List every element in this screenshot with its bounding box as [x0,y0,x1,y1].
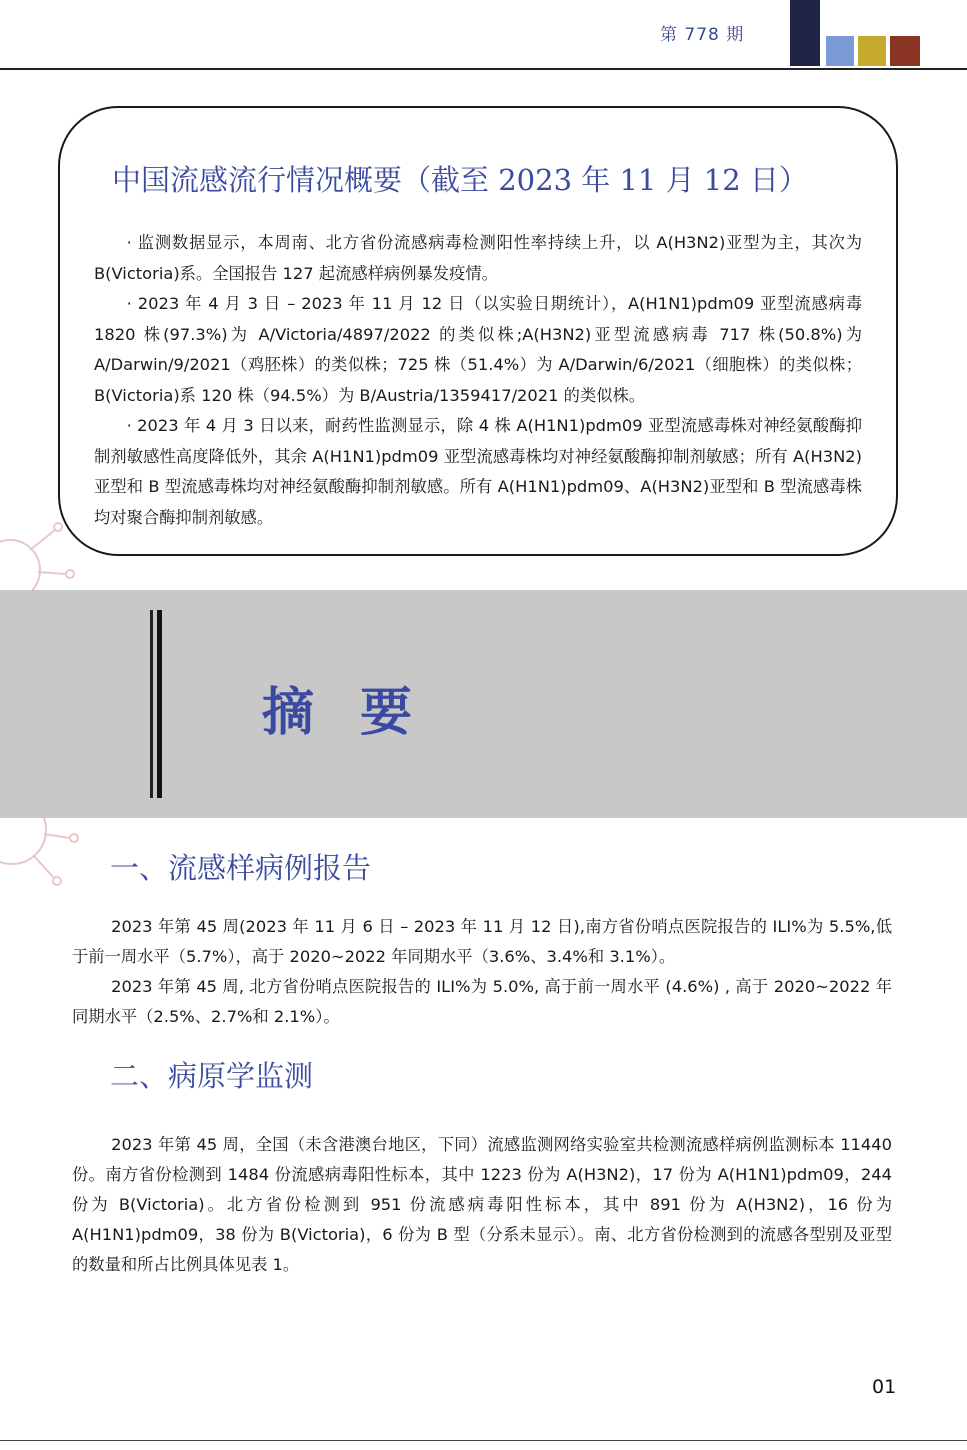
summary-text [94,228,862,533]
summary-paragraph: · 2023 年 4 月 3 日 – 2023 年 11 月 12 日（以实验日期统计），A(H1N1)pdm09 亚型流感病毒 1820 株(97.3%)为 A/Victoria/4897/2022 的类似株;A(H3N2)亚型流感病毒 717 株(50.8%)为 A/Darwin/9/2021（鸡胚株）的类似株；725 株（51.4%）为 A/Darwin/6/2021（细胞株）的类似株；B(Victoria)系 120 株（94.5%）为 B/Austria/1359417/2021 的类似株。 [94,294,862,405]
issue-label: 第 778 期 [660,25,745,45]
footer-rule [0,1440,967,1441]
body-paragraph: 2023 年第 45 周，全国（未含港澳台地区，下同）流感监测网络实验室共检测流感样病例监测标本 11440 份。南方省份检测到 1484 份流感病毒阳性标本，其中 1223 份为 A(H3N2)，17 份为 A(H1N1)pdm09，244 份为 B(Victoria)。北方省份检测到 951 份流感病毒阳性标本，其中 891 份为 A(H3N2)，16 份为 A(H1N1)pdm09，38 份为 B(Victoria)，6 份为 B 型（分系未显示）。南、北方省份检测到的流感各型别及亚型的数量和所占比例具体见表 1。 [72,1135,892,1274]
section-ili-text [72,912,892,1032]
section-pathogen-text [72,1130,892,1280]
summary-paragraph: · 监测数据显示，本周南、北方省份流感病毒检测阳性率持续上升，以 A(H3N2)亚型为主，其次为 B(Victoria)系。全国报告 127 起流感样病例暴发疫情。 [94,233,862,283]
body-paragraph: 2023 年第 45 周, 北方省份哨点医院报告的 ILI%为 5.0%, 高于前一周水平 (4.6%) , 高于 2020~2022 年同期水平（2.5%、2.7%和 2.1%）。 [72,977,892,1026]
summary-paragraph: · 2023 年 4 月 3 日以来，耐药性监测显示，除 4 株 A(H1N1)pdm09 亚型流感毒株对神经氨酸酶抑制剂敏感性高度降低外，其余 A(H1N1)pdm09 亚型流感毒株均对神经氨酸酶抑制剂敏感；所有 A(H3N2)亚型和 B 型流感毒株均对神经氨酸酶抑制剂敏感。所有 A(H1N1)pdm09、A(H3N2)亚型和 B 型流感毒株均对聚合酶抑制剂敏感。 [94,416,862,527]
section-heading-ili: 一、流感样病例报告 [110,851,372,885]
abstract-band [0,590,967,818]
summary-title: 中国流感流行情况概要（截至 2023 年 11 月 12 日） [112,163,808,197]
body-paragraph: 2023 年第 45 周(2023 年 11 月 6 日 – 2023 年 11 月 12 日),南方省份哨点医院报告的 ILI%为 5.5%,低于前一周水平（5.7%），高于 2020~2022 年同期水平（3.6%、3.4%和 3.1%）。 [72,917,892,966]
decor-bar-thick [157,610,162,798]
decor-bar-thin [150,610,153,798]
navy-block [790,0,820,66]
rust-block [890,36,920,66]
abstract-title: 摘要 [262,683,459,743]
mustard-block [858,36,886,66]
blue-block [826,36,854,66]
section-heading-pathogen: 二、病原学监测 [110,1059,314,1093]
page-number: 01 [872,1376,897,1398]
header-rule [0,68,967,70]
header-color-blocks [790,0,930,68]
